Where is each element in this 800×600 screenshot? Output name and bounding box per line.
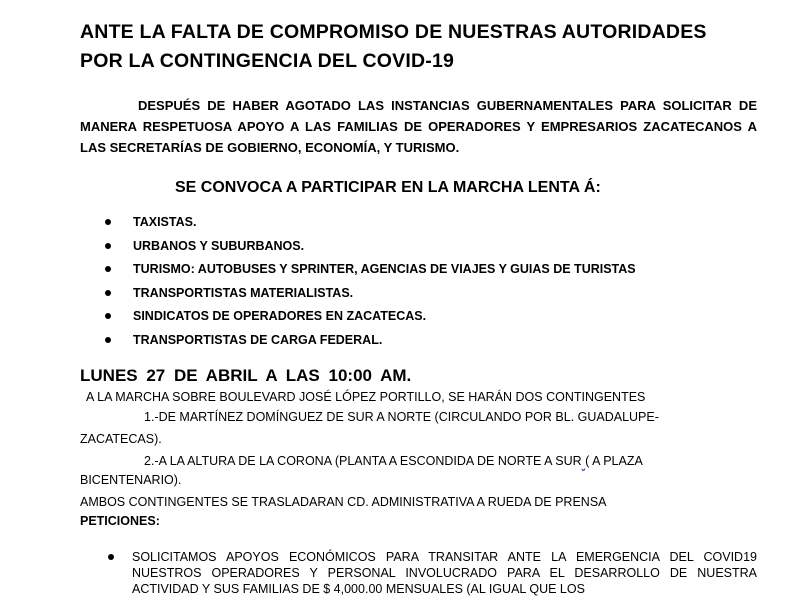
document-title: [80, 18, 770, 76]
petition-item: [114, 549, 757, 597]
list-item: [105, 285, 636, 309]
march-date: LUNES 27 DE ABRIL A LAS 10:00 AM.: [80, 366, 412, 385]
list-item: [105, 238, 636, 262]
petitions-label: PETICIONES:: [80, 514, 160, 528]
participant-label: TURISMO: AUTOBUSES Y SPRINTER, AGENCIAS DE VIAJES Y GUIAS DE TURISTAS: [133, 262, 636, 276]
bullet-icon: [105, 290, 111, 296]
list-item: [105, 214, 636, 238]
participants-list: [105, 214, 636, 355]
contingent-2-text-end: ( A PLAZA: [585, 454, 643, 468]
participant-label: URBANOS Y SUBURBANOS.: [133, 238, 305, 253]
participant-label: TRANSPORTISTAS DE CARGA FEDERAL.: [133, 332, 383, 347]
bullet-icon: [105, 219, 111, 225]
title-line-1: ANTE LA FALTA DE COMPROMISO DE NUESTRAS AUTORIDADES: [80, 21, 707, 43]
intro-paragraph: [80, 95, 757, 158]
list-item: [105, 261, 636, 285]
bullet-icon: [105, 313, 111, 319]
title-line-2: POR LA CONTINGENCIA DEL COVID-19: [80, 50, 455, 72]
intro-text: DESPUÉS DE HABER AGOTADO LAS INSTANCIAS GUBERNAMENTALES PARA SOLICITAR DE MANERA RESPETUOSA APOYO A LAS FAMILIAS DE OPERADORES Y EMPRESARIOS ZACATECANOS A LAS SECRETARÍAS DE GOBIERNO, ECONOMÍA, Y TURISMO.: [80, 98, 757, 155]
list-item: [105, 308, 636, 332]
contingent-2-line-2: BICENTENARIO).: [80, 473, 182, 487]
bullet-icon: [108, 554, 114, 560]
both-contingents: AMBOS CONTINGENTES SE TRASLADARAN CD. ADMINISTRATIVA A RUEDA DE PRENSA: [80, 495, 607, 509]
bullet-icon: [105, 243, 111, 249]
participant-label: TAXISTAS.: [133, 215, 197, 229]
petition-text: SOLICITAMOS APOYOS ECONÓMICOS PARA TRANSITAR ANTE LA EMERGENCIA DEL COVID19 NUESTROS OPERADORES Y PERSONAL INVOLUCRADO PARA EL DESARROLLO DE NUESTRA ACTIVIDAD Y SUS FAMILIAS DE $ 4,000.00 MENSUALES (AL IGUAL QUE LOS: [132, 550, 757, 596]
contingent-1-line-1: 1.-DE MARTÍNEZ DOMÍNGUEZ DE SUR A NORTE (CIRCULANDO POR BL. GUADALUPE-: [144, 410, 659, 424]
convocation-heading: SE CONVOCA A PARTICIPAR EN LA MARCHA LENTA Á:: [175, 179, 601, 196]
contingent-1-line-2: ZACATECAS).: [80, 432, 162, 446]
contingent-2-line-1: [144, 453, 643, 469]
list-item: [105, 332, 636, 356]
participant-label: TRANSPORTISTAS MATERIALISTAS.: [133, 285, 354, 300]
bullet-icon: [105, 337, 111, 343]
bullet-icon: [105, 266, 111, 272]
march-intro: A LA MARCHA SOBRE BOULEVARD JOSÉ LÓPEZ PORTILLO, SE HARÁN DOS CONTINGENTES: [86, 390, 646, 404]
contingent-2-text: 2.-A LA ALTURA DE LA CORONA (PLANTA A ESCONDIDA DE NORTE A SUR: [144, 454, 582, 468]
participant-label: SINDICATOS DE OPERADORES EN ZACATECAS.: [133, 309, 427, 323]
